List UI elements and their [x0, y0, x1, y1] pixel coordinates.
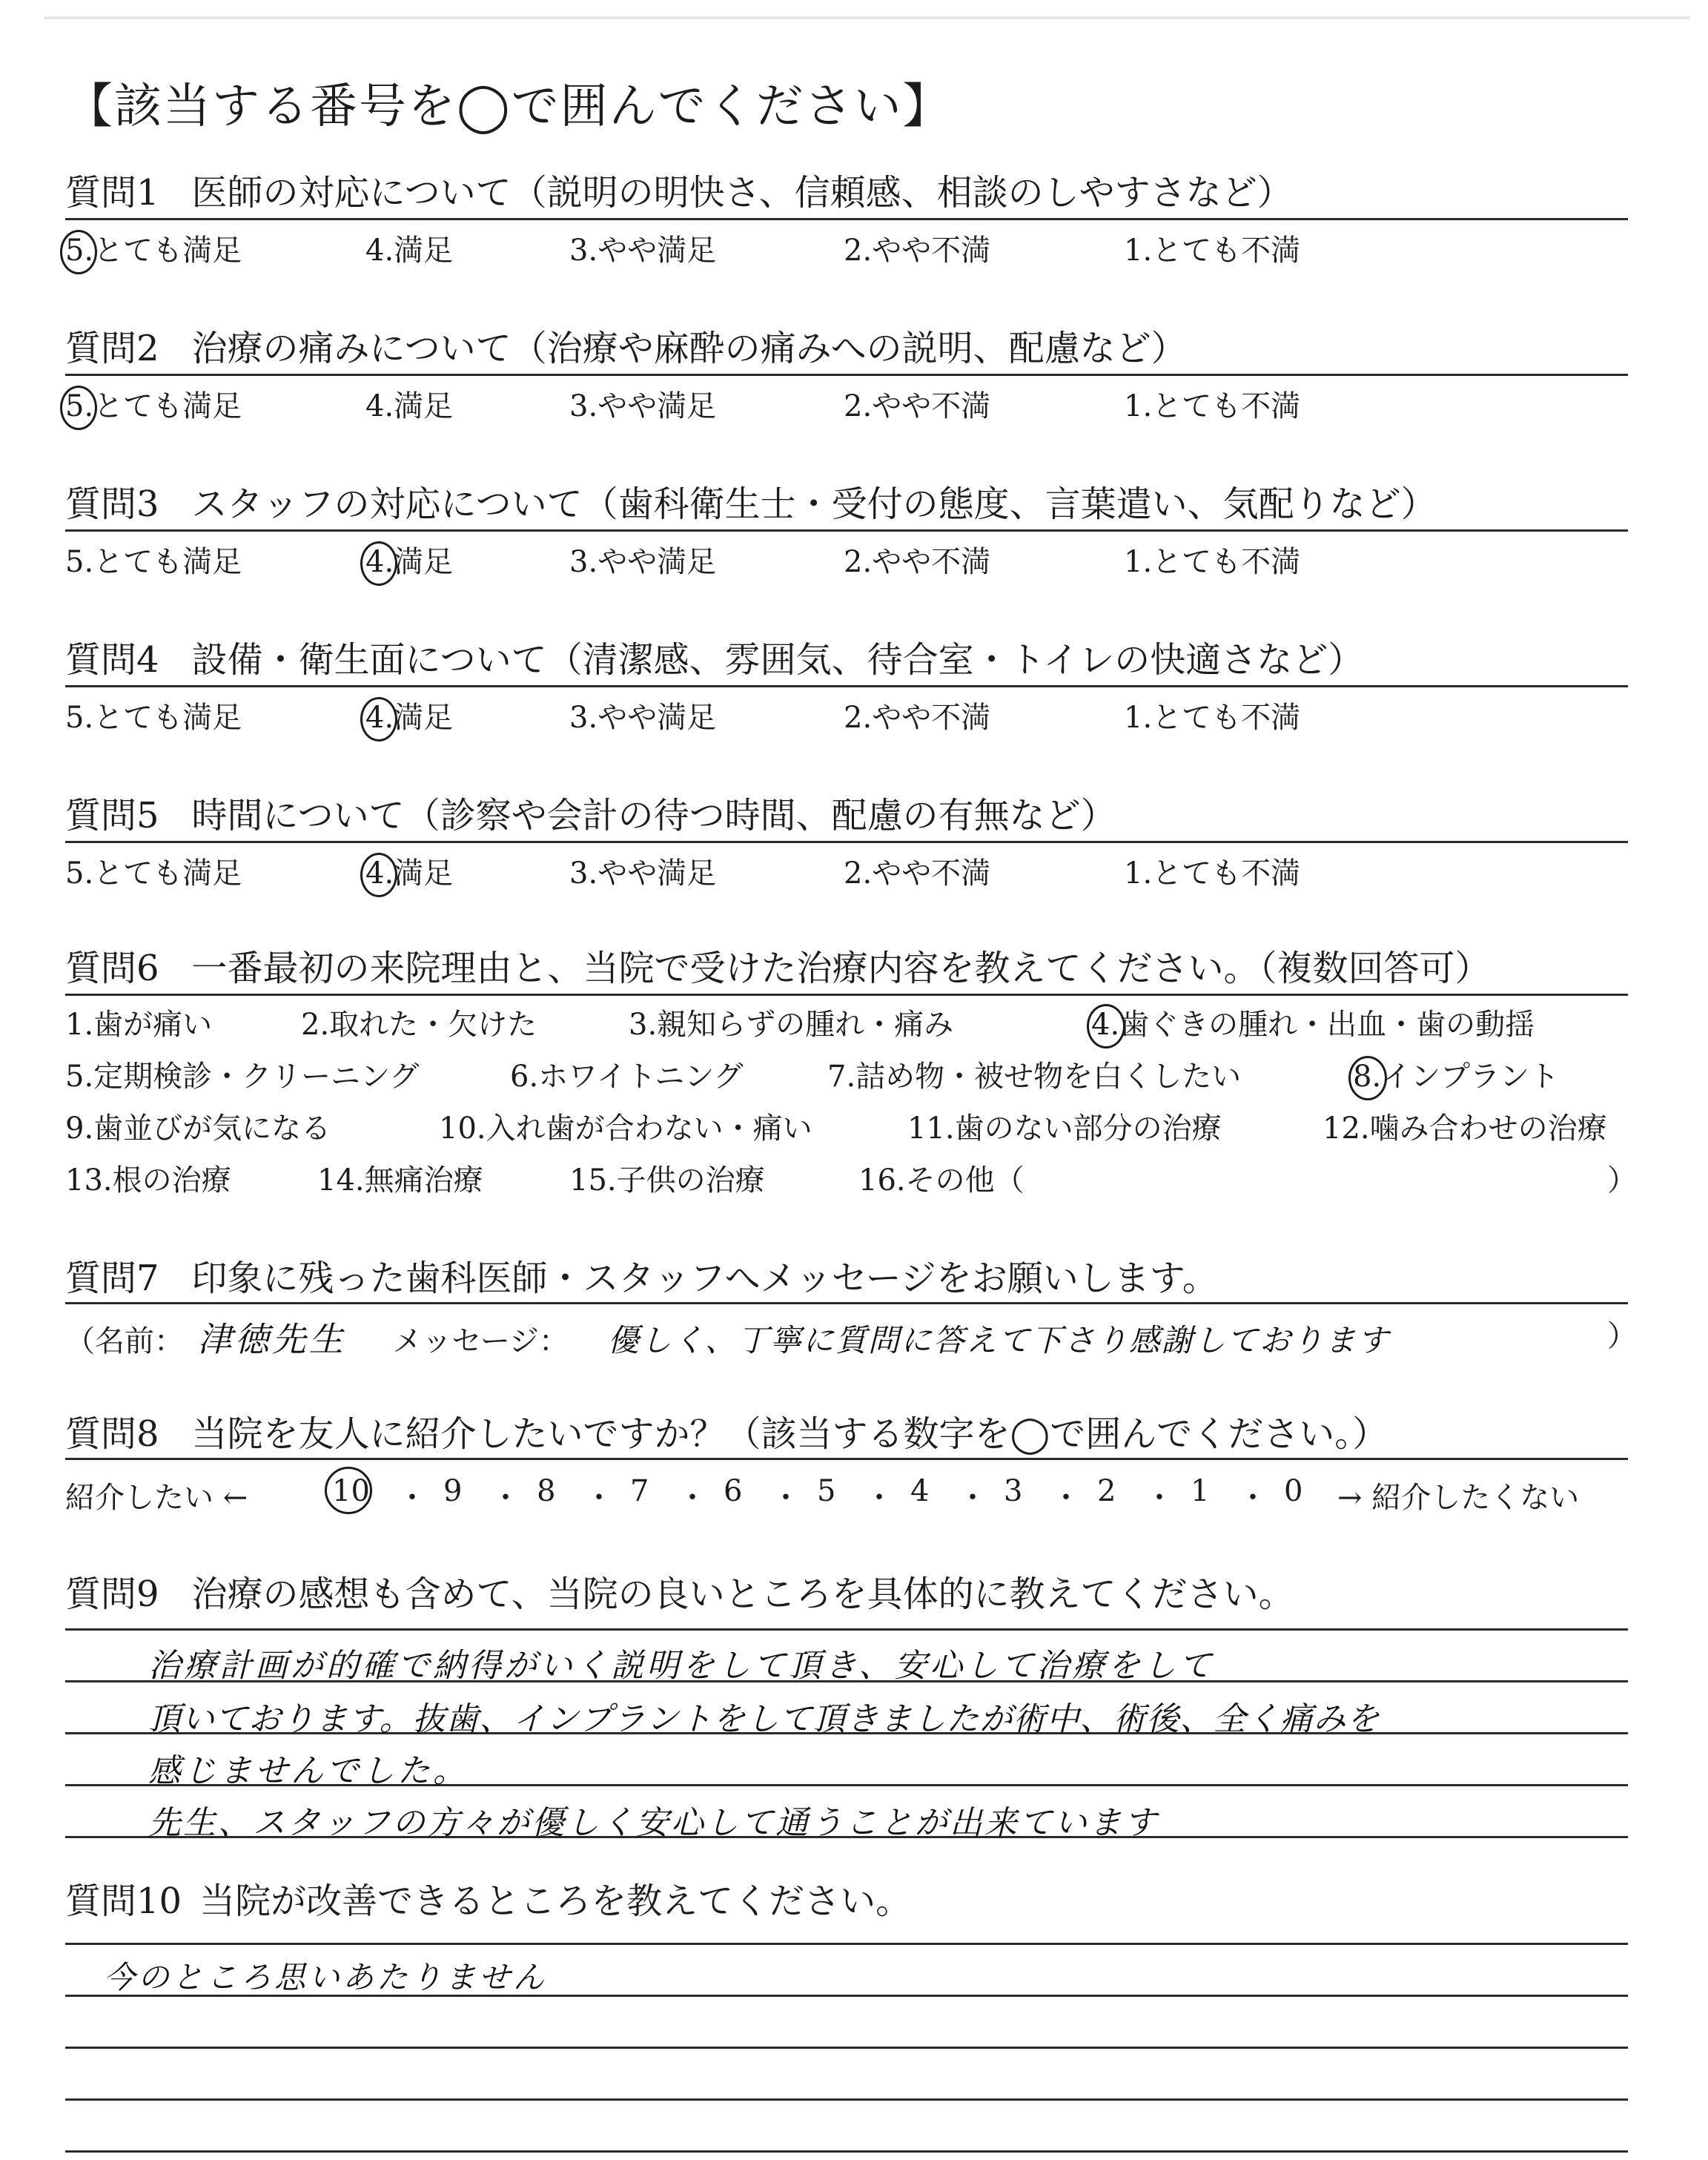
handwritten-answer-line: 今のところ思いあたりません	[104, 1959, 548, 1995]
answer-rule	[65, 2047, 1628, 2049]
scale-value-6[interactable]: 6	[724, 1474, 743, 1508]
question-6	[65, 948, 1491, 989]
scale-dot: ・	[864, 1481, 894, 1515]
rating-option-5[interactable]: 5.とても満足	[65, 234, 242, 268]
question-text: スタッフの対応について（歯科衛生士・受付の態度、言葉遣い、気配りなど）	[191, 483, 1437, 525]
visit-reason-options	[65, 1008, 1637, 1203]
reason-option-8[interactable]: 8.インプラント	[1353, 1060, 1560, 1094]
rating-option-2[interactable]: 2.やや不満	[844, 389, 991, 423]
reason-option-13[interactable]: 13.根の治療	[65, 1163, 231, 1198]
rating-option-1[interactable]: 1.とても不満	[1124, 856, 1301, 891]
scale-dot: ・	[678, 1481, 707, 1515]
scale-dot: ・	[584, 1481, 614, 1515]
question-text: 医師の対応について（説明の明快さ、信頼感、相談のしやすさなど）	[191, 172, 1293, 214]
rating-option-1[interactable]: 1.とても不満	[1124, 701, 1301, 735]
reason-option-3[interactable]: 3.親知らずの腫れ・痛み	[629, 1008, 954, 1042]
question-10	[65, 1880, 912, 1922]
answer-rule	[65, 2150, 1628, 2153]
question-number: 質問4	[65, 639, 159, 681]
rating-option-3[interactable]: 3.やや満足	[569, 545, 717, 579]
question-number: 質問1	[65, 172, 159, 214]
scale-dot: ・	[1051, 1481, 1081, 1515]
rating-option-3[interactable]: 3.やや満足	[569, 234, 717, 268]
rating-option-4[interactable]: 4.満足	[365, 234, 454, 268]
question-number: 質問3	[65, 483, 159, 525]
scale-dot: ・	[958, 1481, 987, 1515]
scale-value-3[interactable]: 3	[1004, 1474, 1023, 1508]
scale-value-8[interactable]: 8	[537, 1474, 556, 1508]
scale-value-4[interactable]: 4	[910, 1474, 930, 1508]
question-number: 質問6	[65, 948, 159, 989]
question-7-rule	[65, 1302, 1628, 1304]
scale-dot: ・	[1238, 1481, 1268, 1515]
question-7	[65, 1258, 1218, 1299]
reason-option-10[interactable]: 10.入れ歯が合わない・痛い	[439, 1112, 812, 1146]
scale-value-5[interactable]: 5	[817, 1474, 836, 1508]
question-9	[65, 1573, 1294, 1615]
reason-option-4[interactable]: 4.歯ぐきの腫れ・出血・歯の動揺	[1091, 1008, 1535, 1042]
rating-option-4[interactable]: 4.満足	[365, 701, 454, 735]
name-label: （名前：	[65, 1324, 184, 1358]
reason-option-6[interactable]: 6.ホワイトニング	[510, 1060, 744, 1094]
reason-option-15[interactable]: 15.子供の治療	[569, 1163, 765, 1198]
question-5-rule	[65, 841, 1628, 843]
message-line	[65, 1312, 1637, 1361]
scale-right-label: → 紹介したくない	[1337, 1481, 1580, 1515]
rating-option-2[interactable]: 2.やや不満	[844, 701, 991, 735]
question-number: 質問8	[65, 1413, 159, 1455]
question-number: 質問2	[65, 328, 159, 369]
rating-option-5[interactable]: 5.とても満足	[65, 545, 242, 579]
question-text: 印象に残った歯科医師・スタッフへメッセージをお願いします。	[191, 1258, 1218, 1299]
scale-value-0[interactable]: 0	[1284, 1474, 1303, 1508]
scale-dot: ・	[1145, 1481, 1174, 1515]
question-text: 治療の痛みについて（治療や麻酔の痛みへの説明、配慮など）	[191, 328, 1187, 369]
rating-option-5[interactable]: 5.とても満足	[65, 389, 242, 423]
scale-dot: ・	[771, 1481, 801, 1515]
question-8-rule	[65, 1458, 1628, 1460]
reason-other-close-paren: ）	[1607, 1163, 1637, 1198]
question-6-rule	[65, 994, 1628, 996]
reason-option-12[interactable]: 12.噛み合わせの治療	[1323, 1112, 1607, 1146]
form-header: 【該当する番号を◯で囲んでください】	[65, 79, 952, 134]
scale-value-9[interactable]: 9	[443, 1474, 463, 1508]
rating-option-2[interactable]: 2.やや不満	[844, 545, 991, 579]
scale-dot: ・	[397, 1481, 427, 1515]
question-number: 質問9	[65, 1573, 159, 1615]
question-5	[65, 795, 1116, 836]
message-label: メッセージ：	[392, 1324, 569, 1358]
question-text: 治療の感想も含めて、当院の良いところを具体的に教えてください。	[191, 1573, 1294, 1615]
reason-option-16[interactable]: 16.その他（	[858, 1163, 1025, 1198]
message-close-paren: ）	[1607, 1319, 1637, 1353]
reason-option-5[interactable]: 5.定期検診・クリーニング	[65, 1060, 420, 1094]
name-value: 津徳先生	[197, 1319, 346, 1359]
question-3	[65, 483, 1437, 525]
question-number: 質問10	[65, 1880, 182, 1922]
handwritten-answer-line: 治療計画が的確で納得がいく説明をして頂き、安心して治療をして	[148, 1647, 1215, 1685]
question-number: 質問5	[65, 795, 159, 836]
answer-rule	[65, 2098, 1628, 2101]
rating-option-2[interactable]: 2.やや不満	[844, 234, 991, 268]
scale-value-2[interactable]: 2	[1097, 1474, 1116, 1508]
answer-rule	[65, 1943, 1628, 1945]
reason-option-14[interactable]: 14.無痛治療	[317, 1163, 483, 1198]
question-2	[65, 328, 1187, 369]
rating-option-2[interactable]: 2.やや不満	[844, 856, 991, 891]
rating-option-4[interactable]: 4.満足	[365, 856, 454, 891]
rating-option-4[interactable]: 4.満足	[365, 389, 454, 423]
handwritten-answer-line: 頂いております。抜歯、インプラントをして頂きましたが術中、術後、全く痛みを	[148, 1700, 1380, 1738]
rating-option-1[interactable]: 1.とても不満	[1124, 234, 1301, 268]
scale-value-1[interactable]: 1	[1191, 1474, 1210, 1508]
rating-option-1[interactable]: 1.とても不満	[1124, 545, 1301, 579]
question-text: 当院が改善できるところを教えてください。	[199, 1880, 912, 1922]
reason-option-2[interactable]: 2.取れた・欠けた	[301, 1008, 537, 1042]
message-value: 優しく、丁寧に質問に答えて下さり感謝しております	[607, 1322, 1390, 1358]
rating-option-5[interactable]: 5.とても満足	[65, 856, 242, 891]
reason-option-11[interactable]: 11.歯のない部分の治療	[907, 1112, 1222, 1146]
question-text: 時間について（診察や会計の待つ時間、配慮の有無など）	[191, 795, 1116, 836]
scan-top-edge	[44, 16, 1690, 19]
rating-option-3[interactable]: 3.やや満足	[569, 701, 717, 735]
question-4-rule	[65, 685, 1628, 687]
question-1	[65, 172, 1293, 214]
rating-option-1[interactable]: 1.とても不満	[1124, 389, 1301, 423]
question-1-rule	[65, 218, 1628, 220]
rating-option-3[interactable]: 3.やや満足	[569, 856, 717, 891]
handwritten-answer-line: 感じませんでした。	[148, 1752, 469, 1790]
question-2-rule	[65, 374, 1628, 376]
question-text: 一番最初の来院理由と、当院で受けた治療内容を教えてください。（複数回答可）	[191, 948, 1491, 989]
scale-value-7[interactable]: 7	[630, 1474, 649, 1508]
scale-dot: ・	[491, 1481, 520, 1515]
rating-option-3[interactable]: 3.やや満足	[569, 389, 717, 423]
question-3-rule	[65, 529, 1628, 532]
question-8	[65, 1413, 1388, 1455]
handwritten-answer-line: 先生、スタッフの方々が優しく安心して通うことが出来ています	[148, 1804, 1159, 1842]
scale-value-10[interactable]: 10	[332, 1474, 370, 1508]
reason-option-7[interactable]: 7.詰め物・被せ物を白くしたい	[827, 1060, 1242, 1094]
rating-option-4[interactable]: 4.満足	[365, 545, 454, 579]
question-text: 設備・衛生面について（清潔感、雰囲気、待合室・トイレの快適さなど）	[191, 639, 1364, 681]
reason-option-1[interactable]: 1.歯が痛い	[65, 1008, 213, 1042]
rating-option-5[interactable]: 5.とても満足	[65, 701, 242, 735]
scale-left-label: 紹介したい ←	[65, 1481, 248, 1515]
reason-option-9[interactable]: 9.歯並びが気になる	[65, 1112, 331, 1146]
question-text: 当院を友人に紹介したいですか？（該当する数字を◯で囲んでください。）	[191, 1413, 1388, 1455]
question-number: 質問7	[65, 1258, 159, 1299]
answer-rule	[65, 1628, 1628, 1631]
question-4	[65, 639, 1364, 681]
